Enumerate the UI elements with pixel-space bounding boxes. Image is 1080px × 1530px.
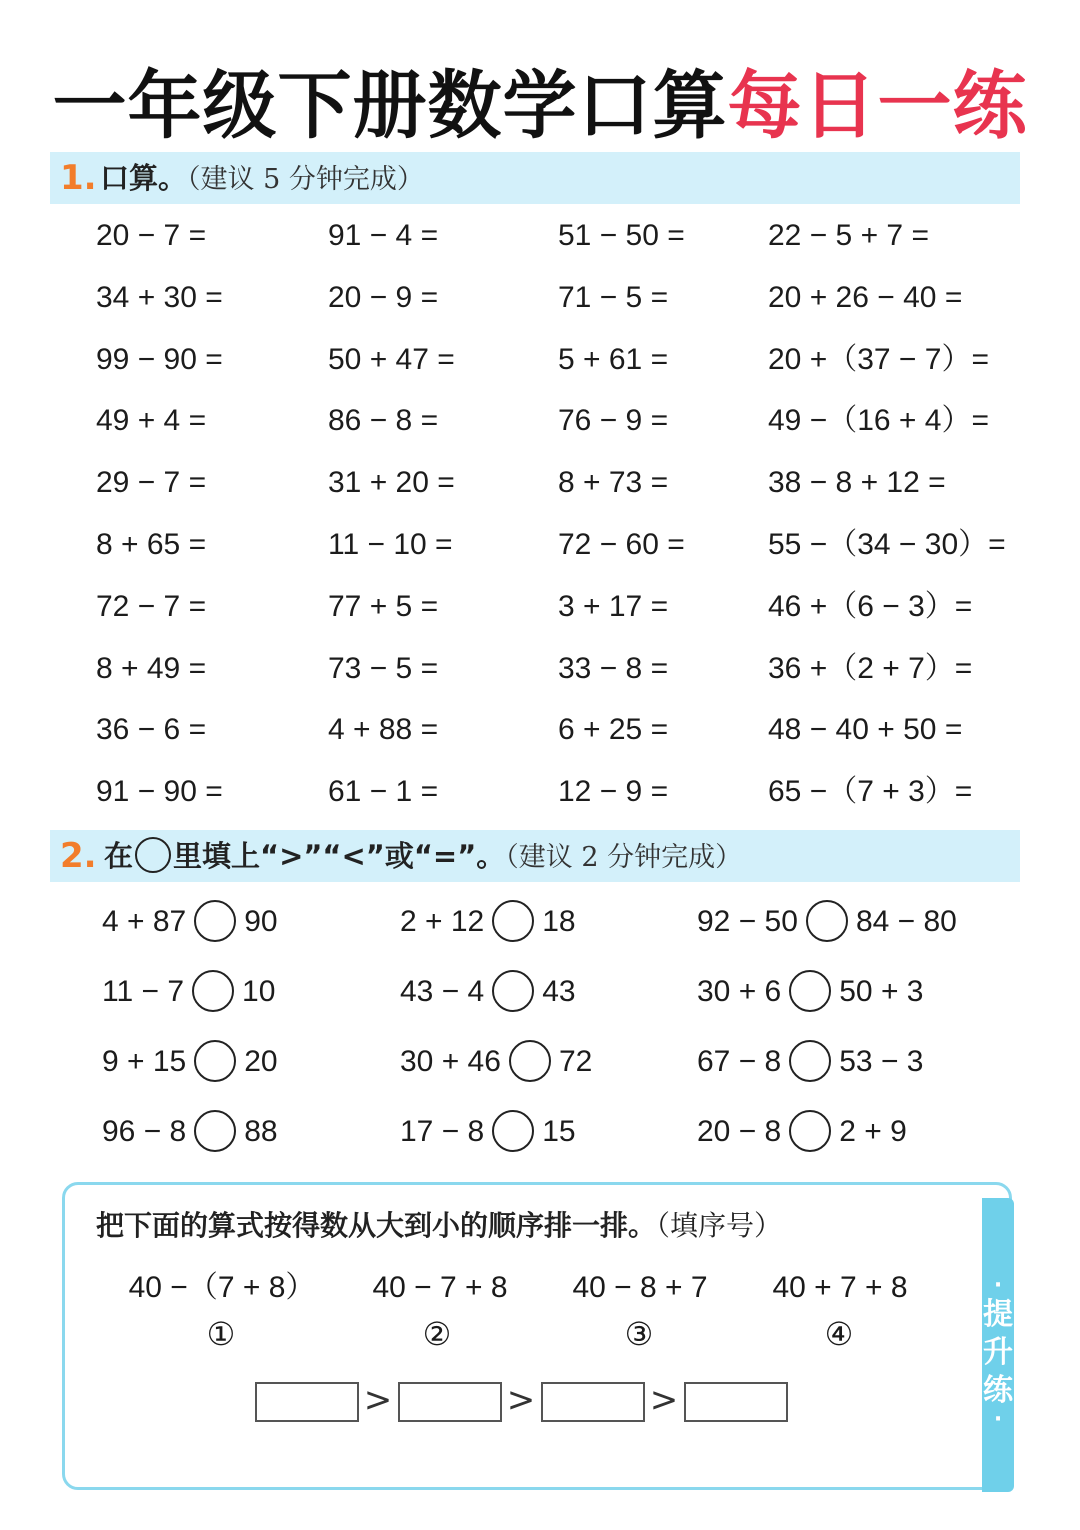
mental-math-item: 20 + 26 − 40 =: [768, 281, 963, 314]
side-tab-char-3: 练: [983, 1373, 1013, 1408]
compare-item: [697, 900, 957, 944]
mental-math-item: 50 + 47 =: [328, 343, 455, 376]
compare-circle[interactable]: [492, 900, 534, 942]
compare-circle[interactable]: [789, 1110, 831, 1152]
compare-left: 11 − 7: [102, 975, 185, 1008]
rank-index-2: ②: [422, 1315, 452, 1353]
mental-math-item: 36 +（2 + 7）=: [768, 652, 973, 685]
side-tab-char-1: 提: [983, 1297, 1013, 1332]
compare-left: 17 − 8: [400, 1115, 485, 1148]
section1-note: （建议 5 分钟完成）: [187, 164, 424, 195]
mental-math-item: 4 + 88 =: [328, 713, 439, 746]
section2-number: 2.: [60, 836, 97, 876]
compare-right: 2 + 9: [839, 1115, 907, 1148]
side-tab-text: [982, 1273, 1014, 1432]
mental-math-item: 48 − 40 + 50 =: [768, 713, 963, 746]
mental-math-item: 20 +（37 − 7）=: [768, 343, 989, 376]
gt-sign-2: >: [506, 1380, 536, 1420]
rank-index-1: ①: [206, 1315, 236, 1353]
compare-left: 4 + 87: [102, 905, 187, 938]
section2-header: [50, 830, 1020, 882]
compare-right: 88: [244, 1115, 278, 1148]
answer-box-3[interactable]: [541, 1382, 645, 1422]
compare-circle[interactable]: [194, 1040, 236, 1082]
mental-math-item: 77 + 5 =: [328, 590, 439, 623]
mental-math-item: 51 − 50 =: [558, 219, 685, 252]
answer-box-2[interactable]: [398, 1382, 502, 1422]
mental-math-item: 29 − 7 =: [96, 466, 207, 499]
compare-right: 72: [558, 1045, 593, 1078]
mental-math-item: 5 + 61 =: [558, 343, 669, 376]
mental-math-item: 72 − 60 =: [558, 528, 685, 561]
mental-math-item: 8 + 65 =: [96, 528, 207, 561]
compare-left: 30 + 46: [400, 1045, 501, 1078]
mental-math-item: 33 − 8 =: [558, 652, 669, 685]
mental-math-item: 12 − 9 =: [558, 775, 669, 808]
mental-math-item: 34 + 30 =: [96, 281, 223, 314]
rank-index-3: ③: [624, 1315, 654, 1353]
compare-item: [400, 1110, 576, 1154]
rank-expr-1: 40 −（7 + 8）: [128, 1271, 316, 1304]
section2-label: [104, 830, 742, 882]
compare-circle[interactable]: [806, 900, 848, 942]
compare-item: [400, 970, 576, 1014]
compare-item: [697, 1110, 907, 1154]
mental-math-item: 3 + 17 =: [558, 590, 669, 623]
compare-circle[interactable]: [509, 1040, 551, 1082]
compare-left: 2 + 12: [400, 905, 485, 938]
ranking-title-text: 把下面的算式按得数从大到小的顺序排一排。: [96, 1209, 657, 1242]
mental-math-item: 46 +（6 − 3）=: [768, 590, 973, 623]
compare-left: 9 + 15: [102, 1045, 187, 1078]
compare-right: 53 − 3: [839, 1045, 924, 1078]
mental-math-item: 61 − 1 =: [328, 775, 439, 808]
compare-circle[interactable]: [492, 1110, 534, 1152]
section2-label-pre: 在: [104, 839, 134, 873]
mental-math-item: 6 + 25 =: [558, 713, 669, 746]
compare-left: 30 + 6: [697, 975, 782, 1008]
mental-math-item: 8 + 49 =: [96, 652, 207, 685]
mental-math-item: 49 −（16 + 4）=: [768, 404, 989, 437]
compare-item: [102, 1040, 278, 1084]
compare-circle[interactable]: [492, 970, 534, 1012]
answer-box-1[interactable]: [255, 1382, 359, 1422]
section2-label-post: 里填上“>”“<”或“=”。: [173, 839, 506, 873]
compare-circle[interactable]: [192, 970, 234, 1012]
compare-circle[interactable]: [194, 900, 236, 942]
compare-circle[interactable]: [194, 1110, 236, 1152]
compare-item: [102, 970, 275, 1014]
section1-number: 1.: [60, 158, 97, 198]
side-tab-dot-top: ·: [993, 1273, 1003, 1298]
mental-math-item: 91 − 90 =: [96, 775, 223, 808]
mental-math-item: 49 + 4 =: [96, 404, 207, 437]
mental-math-item: 65 −（7 + 3）=: [768, 775, 973, 808]
compare-item: [400, 1040, 592, 1084]
compare-left: 92 − 50: [697, 905, 798, 938]
compare-item: [102, 900, 278, 944]
compare-item: [102, 1110, 278, 1154]
compare-left: 43 − 4: [400, 975, 485, 1008]
mental-math-item: 31 + 20 =: [328, 466, 455, 499]
mental-math-item: 38 − 8 + 12 =: [768, 466, 946, 499]
circle-icon: [135, 837, 171, 873]
compare-right: 20: [244, 1045, 278, 1078]
compare-right: 10: [242, 975, 276, 1008]
compare-right: 15: [542, 1115, 576, 1148]
rank-expr-2: 40 − 7 + 8: [372, 1271, 508, 1304]
compare-circle[interactable]: [789, 970, 831, 1012]
compare-item: [697, 1040, 924, 1084]
mental-math-item: 71 − 5 =: [558, 281, 669, 314]
gt-sign-1: >: [363, 1380, 393, 1420]
mental-math-item: 99 − 90 =: [96, 343, 223, 376]
compare-left: 67 − 8: [697, 1045, 782, 1078]
compare-right: 84 − 80: [855, 905, 957, 938]
mental-math-item: 8 + 73 =: [558, 466, 669, 499]
rank-index-4: ④: [824, 1315, 854, 1353]
compare-left: 96 − 8: [102, 1115, 187, 1148]
mental-math-item: 20 − 7 =: [96, 219, 207, 252]
side-tab-char-2: 升: [983, 1335, 1013, 1370]
answer-box-4[interactable]: [684, 1382, 788, 1422]
title-main: 一年级下册数学口算: [52, 63, 728, 149]
mental-math-item: 22 − 5 + 7 =: [768, 219, 929, 252]
compare-right: 18: [542, 905, 576, 938]
compare-right: 90: [244, 905, 278, 938]
mental-math-item: 76 − 9 =: [558, 404, 669, 437]
rank-expr-4: 40 + 7 + 8: [772, 1271, 908, 1304]
compare-right: 43: [542, 975, 576, 1008]
mental-math-item: 86 − 8 =: [328, 404, 439, 437]
side-tab-dot-bottom: ·: [993, 1407, 1003, 1432]
page-title: [0, 58, 1080, 154]
compare-left: 20 − 8: [697, 1115, 782, 1148]
mental-math-item: 72 − 7 =: [96, 590, 207, 623]
ranking-title: [96, 1206, 782, 1246]
ranking-note: （填序号）: [656, 1209, 783, 1242]
side-tab: [982, 1198, 1014, 1492]
gt-sign-3: >: [649, 1380, 679, 1420]
mental-math-item: 55 −（34 − 30）=: [768, 528, 1006, 561]
compare-circle[interactable]: [789, 1040, 831, 1082]
compare-right: 50 + 3: [839, 975, 924, 1008]
compare-item: [400, 900, 576, 944]
compare-item: [697, 970, 924, 1014]
section1-header: [50, 152, 1020, 204]
section1-label-text: 口算。: [100, 161, 188, 195]
mental-math-item: 91 − 4 =: [328, 219, 439, 252]
mental-math-item: 11 − 10 =: [328, 528, 453, 561]
section2-note: （建议 2 分钟完成）: [505, 842, 743, 873]
mental-math-item: 73 − 5 =: [328, 652, 439, 685]
mental-math-item: 20 − 9 =: [328, 281, 439, 314]
rank-expr-3: 40 − 8 + 7: [572, 1271, 708, 1304]
title-highlight: 每日一练: [727, 63, 1028, 149]
mental-math-item: 36 − 6 =: [96, 713, 207, 746]
section1-label: [100, 152, 424, 204]
